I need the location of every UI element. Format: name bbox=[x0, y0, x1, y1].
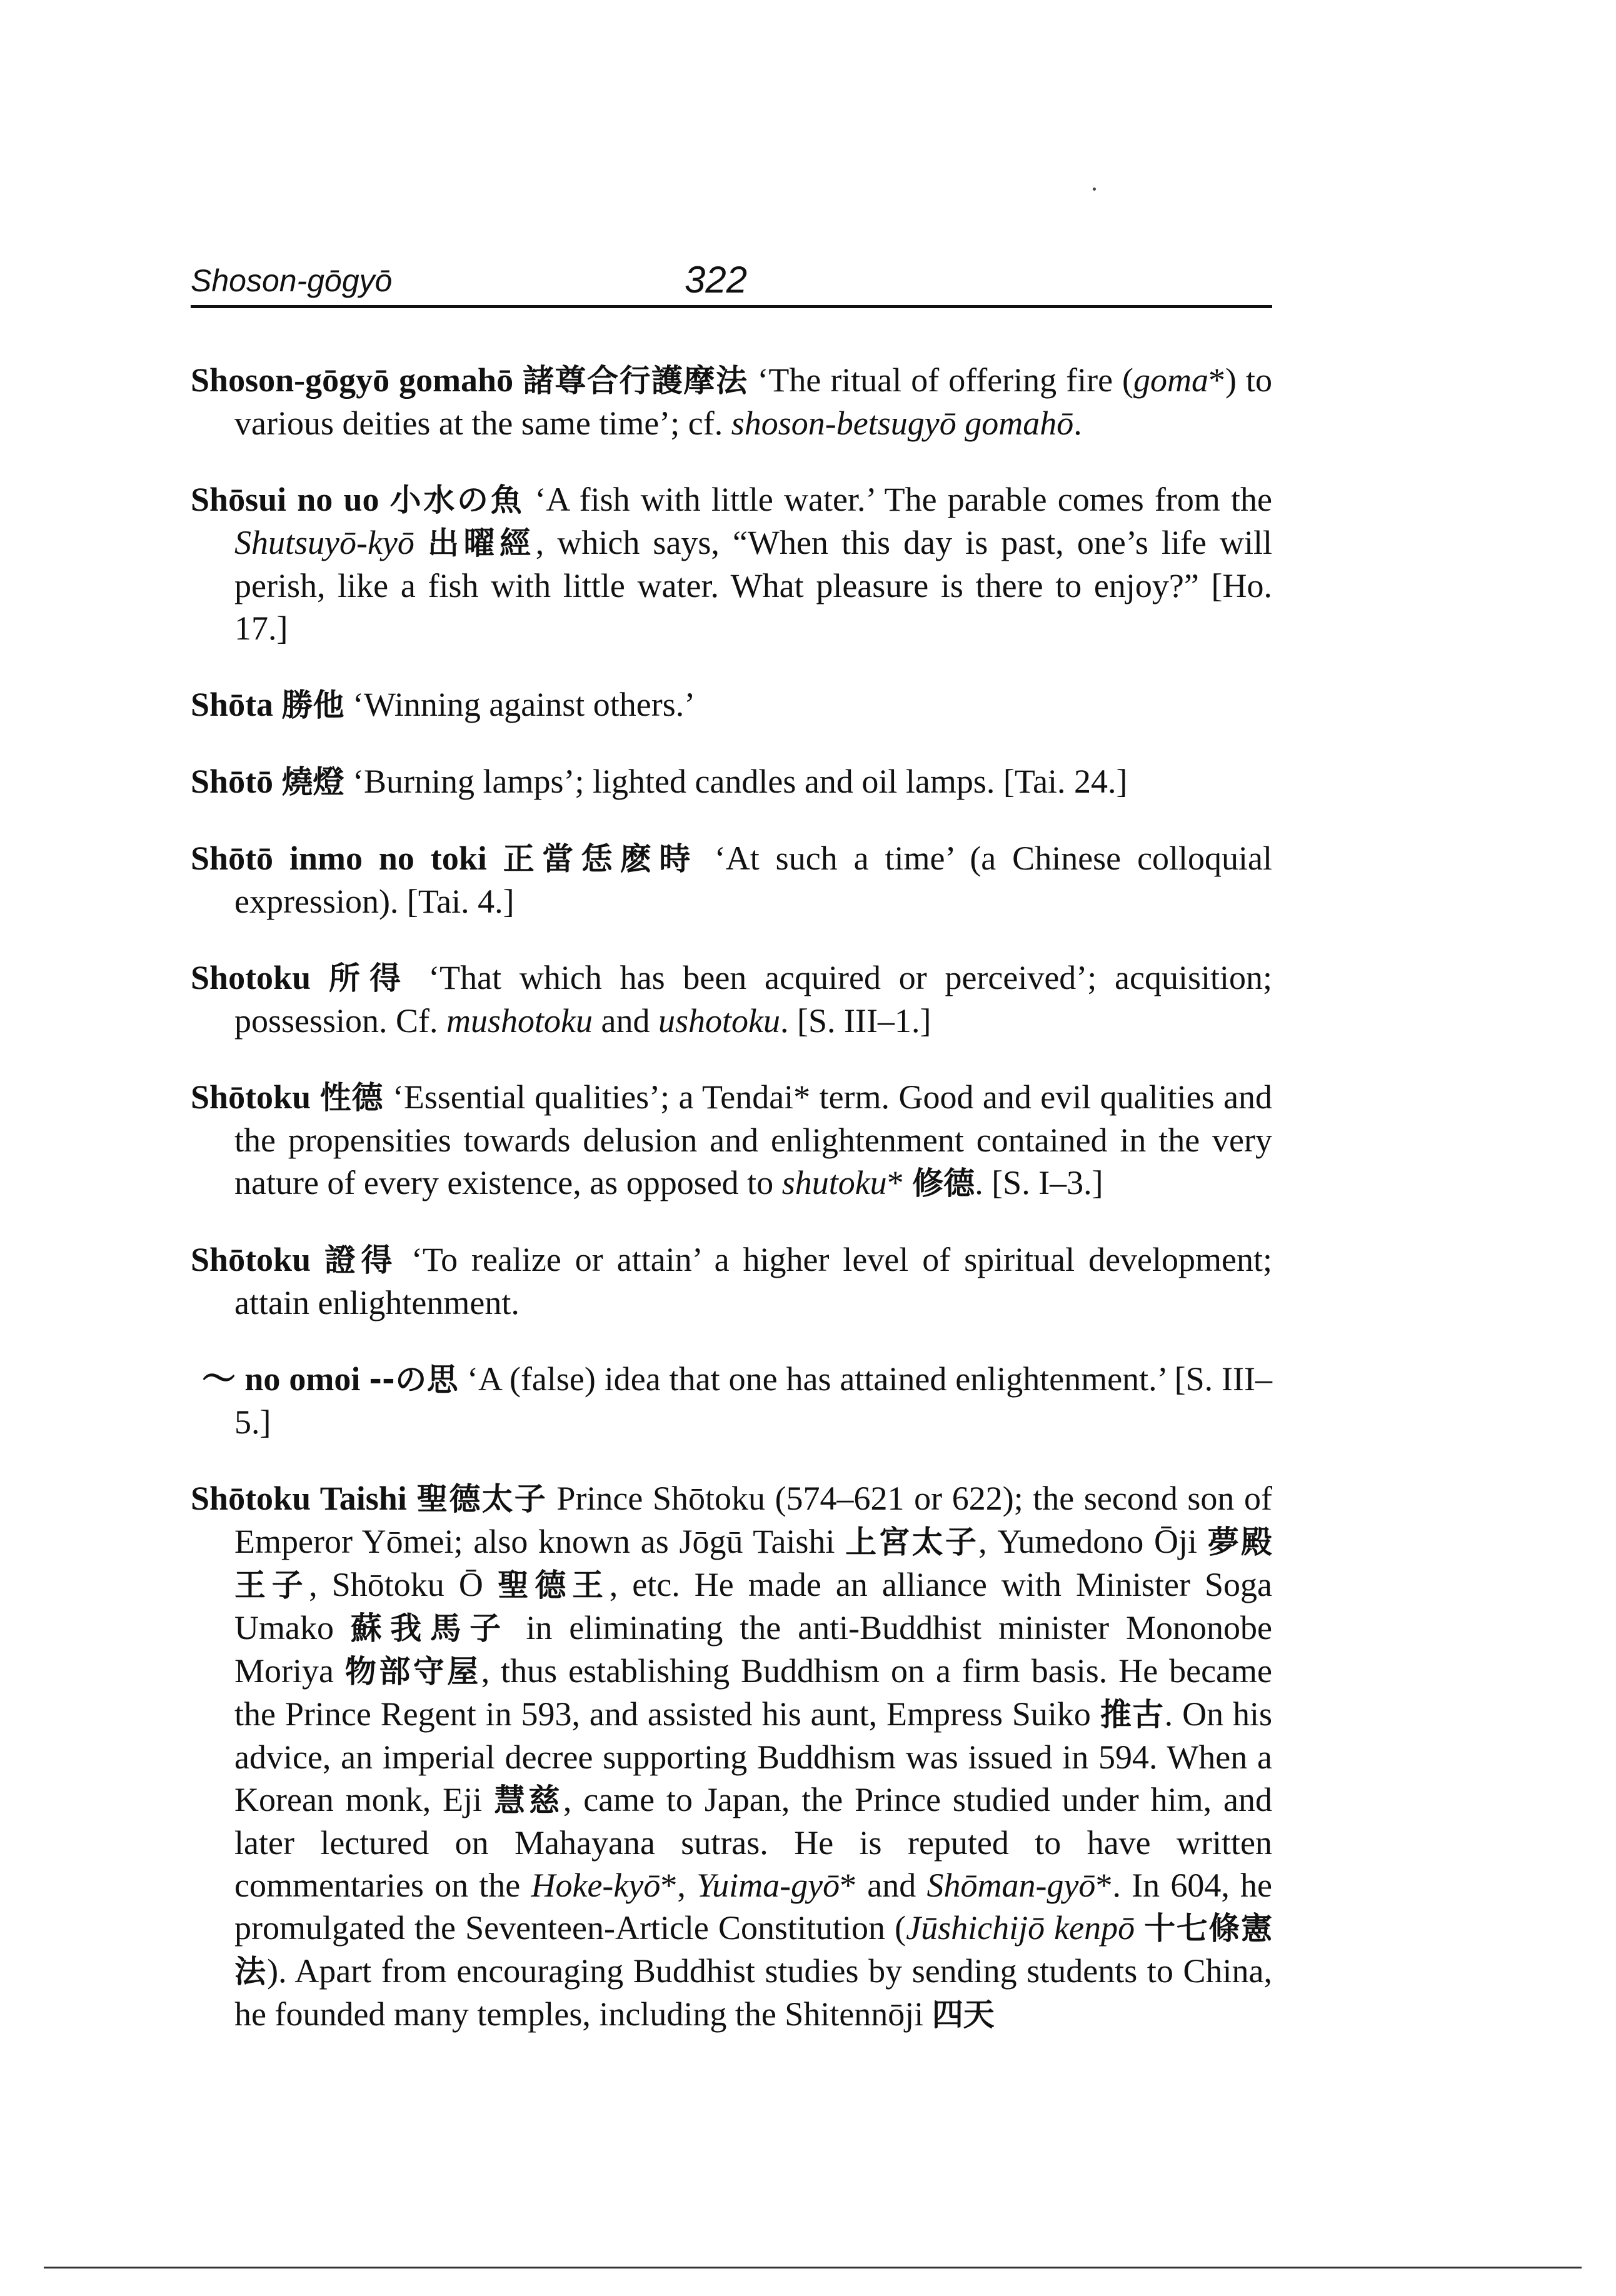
running-head-word: Shoson-gōgyō bbox=[191, 263, 393, 298]
entry-list bbox=[191, 325, 1272, 2046]
page-number: 322 bbox=[685, 259, 748, 301]
entry-kanji: 上宮太子 bbox=[845, 1524, 979, 1560]
entry-italic: mushotoku bbox=[446, 1002, 593, 1040]
entry-text bbox=[1135, 1909, 1144, 1947]
entry-shoto bbox=[191, 760, 1272, 803]
entry-shotoku-realize bbox=[191, 1238, 1272, 1324]
entry-headword: Shōtō bbox=[191, 763, 274, 800]
entry-kanji: 所得 bbox=[328, 960, 411, 996]
entry-headword: Shotoku bbox=[191, 959, 311, 996]
entry-headword: Shoson-gōgyō gomahō bbox=[191, 361, 514, 399]
entry-text: . [S. III–1.] bbox=[780, 1002, 931, 1040]
entry-kanji: 勝他 bbox=[281, 687, 344, 723]
entry-text: ‘Essential qualities’; a Tendai* term. Good and evil qualities and the propensities towards delusion and enlightenment contained in the very nature of every existence, as opposed to bbox=[234, 1078, 1273, 1201]
entry-text: . On his advice, an imperial decree supporting Buddhism was issued in 594. When a Korean monk, Eji bbox=[234, 1695, 1273, 1818]
entry-text: ‘Winning against others.’ bbox=[353, 686, 696, 723]
entry-kanji: 出曜經 bbox=[428, 525, 536, 561]
entry-kanji: 物部守屋 bbox=[344, 1653, 481, 1690]
bottom-rule bbox=[44, 2267, 1582, 2268]
entry-italic: shutoku bbox=[781, 1164, 887, 1201]
entry-shosui-no-uo bbox=[191, 478, 1272, 649]
entry-text: * and bbox=[840, 1867, 927, 1904]
entry-no-omoi bbox=[191, 1358, 1272, 1443]
entry-italic: Hoke-kyō bbox=[531, 1867, 661, 1904]
entry-text: ‘At such a time’ (a Chinese colloquial expression). [Tai. 4.] bbox=[234, 840, 1273, 920]
entry-text: , Yumedono Ōji bbox=[978, 1523, 1208, 1560]
entry-kanji: 聖德太子 bbox=[416, 1481, 547, 1517]
entry-headword: Shōta bbox=[191, 686, 274, 723]
entry-text: , which says, “When this day is past, one’s life will perish, like a fish with little water. What pleasure is there to enjoy?” [Ho. 17.] bbox=[234, 524, 1273, 647]
entry-shoson-gogyo-gomaho bbox=[191, 359, 1272, 444]
entry-text: . bbox=[1073, 404, 1082, 442]
entry-kanji: 性德 bbox=[319, 1080, 384, 1116]
entry-text: ). Apart from encouraging Buddhist studies by sending students to China, he founded many temples, including the Shitennōji bbox=[234, 1952, 1272, 2033]
entry-italic: goma bbox=[1133, 361, 1209, 399]
entry-kanji: 燒燈 bbox=[281, 764, 344, 800]
entry-headword: ～ no omoi bbox=[202, 1360, 361, 1398]
entry-headword: Shōtoku Taishi bbox=[191, 1480, 407, 1517]
entry-shota bbox=[191, 683, 1272, 726]
entry-text: ‘To realize or attain’ a higher level of spiritual development; attain enlightenment. bbox=[234, 1241, 1272, 1321]
entry-kanji: 十七條憲法 bbox=[234, 1910, 1272, 1990]
ink-speck bbox=[1093, 188, 1096, 191]
entry-kanji: 聖德王 bbox=[497, 1567, 610, 1603]
entry-text: ‘The ritual of offering fire ( bbox=[757, 361, 1134, 399]
entry-text: *. In 604, he promulgated the Seventeen-Article Constitution ( bbox=[234, 1867, 1273, 1947]
entry-shotoku-essential bbox=[191, 1076, 1272, 1205]
entry-kanji: 夢殿王子 bbox=[234, 1524, 1272, 1603]
entry-kanji: 正當恁麽時 bbox=[503, 841, 698, 877]
entry-text: ‘Burning lamps’; lighted candles and oil lamps. [Tai. 24.] bbox=[353, 763, 1128, 800]
running-head bbox=[191, 249, 1272, 308]
entry-text: ‘A fish with little water.’ The parable comes from the bbox=[534, 481, 1272, 518]
entry-shoto-inmo-no-toki bbox=[191, 837, 1272, 923]
entry-text: , came to Japan, the Prince studied under him, and later lectured on Mahayana sutras. He is reputed to have written commentaries on the bbox=[234, 1781, 1272, 1904]
entry-kanji: 慧慈 bbox=[494, 1782, 563, 1818]
entry-kanji: 小水の魚 bbox=[389, 482, 524, 518]
entry-headword: Shōtoku bbox=[191, 1241, 311, 1278]
entry-kanji: 推古 bbox=[1100, 1697, 1165, 1733]
entry-text: *, bbox=[660, 1867, 697, 1904]
entry-shotoku-taishi bbox=[191, 1477, 1272, 2036]
entry-kanji: 證得 bbox=[324, 1242, 398, 1278]
entry-text: , Shōtoku Ō bbox=[309, 1566, 498, 1603]
entry-kanji: --の思 bbox=[369, 1361, 459, 1398]
entry-kanji: 蘇我馬子 bbox=[350, 1610, 509, 1647]
entry-kanji: 諸尊合行護摩法 bbox=[523, 363, 748, 399]
entry-text: ‘That which has been acquired or perceived’; acquisition; possession. Cf. bbox=[234, 959, 1273, 1040]
entry-shotoku-acquired bbox=[191, 956, 1272, 1042]
entry-text: , etc. He made an alliance with Minister Soga Umako bbox=[234, 1566, 1273, 1647]
entry-text: Prince Shōtoku (574–621 or 622); the second son of Emperor Yōmei; also known as Jōgū Taishi bbox=[234, 1480, 1273, 1560]
entry-italic: Shōman-gyō bbox=[926, 1867, 1096, 1904]
entry-text: *) to various deities at the same time’; cf. bbox=[234, 361, 1272, 442]
entry-text: ‘A (false) idea that one has attained enlightenment.’ [S. III–5.] bbox=[234, 1360, 1272, 1441]
entry-text: , thus establishing Buddhism on a firm basis. He became the Prince Regent in 593, and assisted his aunt, Empress Suiko bbox=[234, 1652, 1273, 1733]
entry-text: * bbox=[886, 1164, 913, 1201]
entry-text: . [S. I–3.] bbox=[975, 1164, 1103, 1201]
entry-headword: Shōtō inmo no toki bbox=[191, 840, 487, 877]
entry-text: and bbox=[593, 1002, 658, 1040]
entry-italic: Shutsuyō-kyō bbox=[234, 524, 414, 561]
entry-kanji: 四天 bbox=[931, 1997, 995, 2033]
entry-headword: Shōsui no uo bbox=[191, 481, 379, 518]
entry-italic: shoson-betsugyō gomahō bbox=[731, 404, 1074, 442]
entry-italic: Jūshichijō kenpō bbox=[906, 1909, 1135, 1947]
entry-kanji: 修德 bbox=[912, 1165, 975, 1201]
entry-text: in eliminating the anti-Buddhist minister Mononobe Moriya bbox=[234, 1609, 1272, 1690]
entry-italic: ushotoku bbox=[658, 1002, 780, 1040]
entry-headword: Shōtoku bbox=[191, 1078, 311, 1116]
entry-italic: Yuima-gyō bbox=[696, 1867, 840, 1904]
